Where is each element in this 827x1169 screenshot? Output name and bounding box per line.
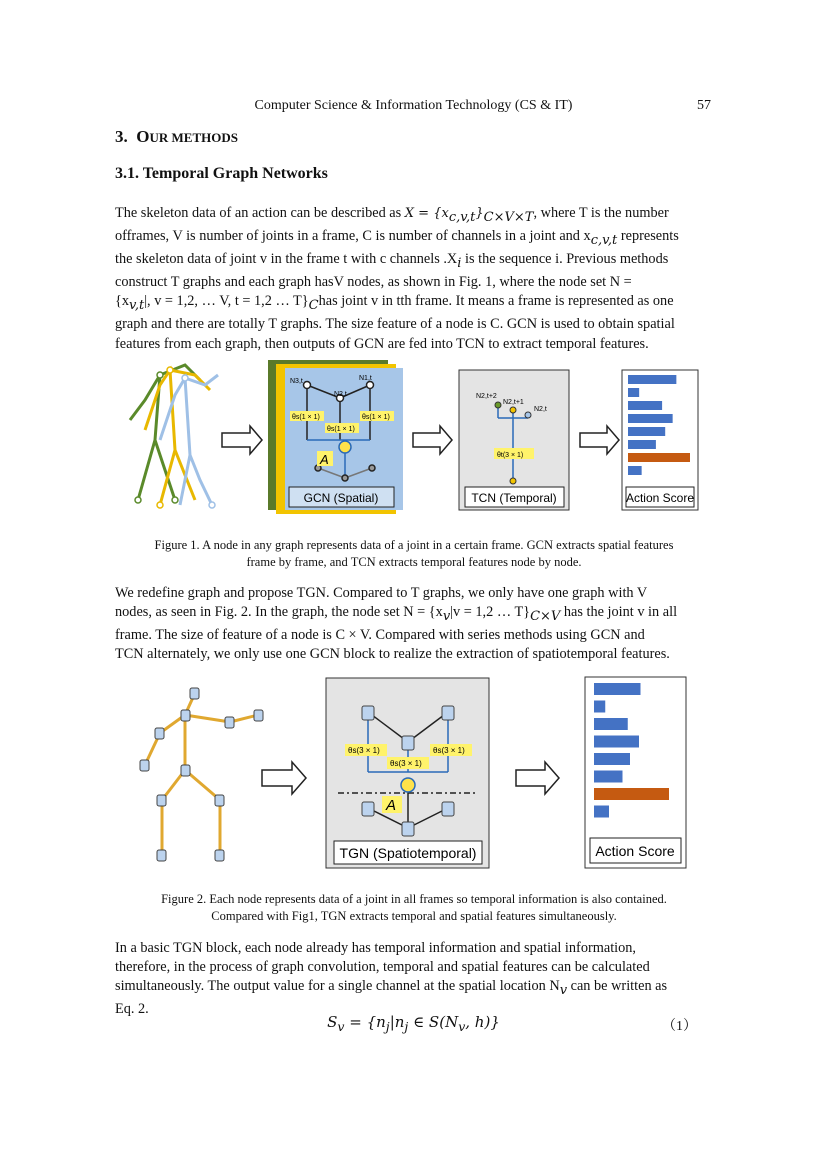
equation-number: （1）	[662, 1019, 697, 1034]
section-title-rest: UR METHODS	[149, 130, 238, 145]
score-bar	[628, 414, 673, 423]
caption-2-line-1: Figure 2. Each node represents data of a joint in all frames so temporal information is also contained.	[161, 892, 667, 906]
caption-1-line-2: frame by frame, and TCN extracts temporal features node by node.	[246, 555, 582, 569]
score-bar	[628, 388, 639, 397]
p1-line-3: the skeleton data of joint v in the frame t with c channels $.X_i$ is the sequence i. Previous methods	[115, 251, 669, 271]
score-bar	[594, 718, 628, 730]
equation-1: $S_v = \{n_j|n_j$ ∈ $S(N_v$, h)}	[327, 1013, 500, 1034]
adjacency-label: A	[320, 452, 329, 467]
tcn-node-label-n2t2: N2,t+2	[476, 393, 497, 400]
score-label-1: Action Score	[625, 491, 695, 505]
score-bar	[594, 806, 609, 818]
theta-label-a: θs(1 × 1)	[292, 414, 320, 421]
section-title-initial: O	[136, 127, 150, 146]
node-label-n1t: N1,t	[359, 375, 372, 382]
node-label-n2t: N2,t	[334, 391, 347, 398]
p1-line-7: features from each graph, then outputs of GCN are fed into TCN to extract temporal features.	[115, 335, 649, 352]
score-bar	[628, 453, 690, 462]
score-bar	[594, 736, 639, 748]
p2-line-3: frame. The size of feature of a node is C × V. Compared with series methods using GCN and	[115, 627, 645, 644]
paragraph-2	[115, 584, 713, 665]
tgn-label: TGN (Spatiotemporal)	[339, 845, 477, 861]
gcn-label: GCN (Spatial)	[303, 491, 379, 505]
tcn-node-label-n2t: N2,t	[534, 406, 547, 413]
tgn-theta-label-c: θs(3 × 1)	[433, 746, 465, 755]
p3-line-3: simultaneously. The output value for a single channel at the spatial location $N_v$ can be written as	[115, 978, 668, 999]
p1-line-1: The skeleton data of an action can be described as $X = \{x_{c,v,t}\}_{C\times V\times T}$, where T is the number	[115, 205, 669, 225]
tcn-node-label-n2t1: N2,t+1	[503, 399, 524, 406]
score-bar	[628, 375, 676, 384]
skeleton-sequence-icon	[130, 365, 218, 508]
page-number: 57	[697, 98, 711, 113]
tgn-theta-label-a: θs(3 × 1)	[348, 746, 380, 755]
score-bar	[594, 753, 630, 765]
node-label-n3t: N3,t	[290, 378, 303, 385]
p3-line-4: Eq. 2.	[115, 1001, 149, 1018]
caption-1-line-1: Figure 1. A node in any graph represents data of a joint in a certain frame. GCN extracts spatial features	[154, 538, 674, 552]
score-bar	[628, 466, 642, 475]
paragraph-3	[115, 939, 713, 1020]
score-bar	[628, 440, 656, 449]
running-title: Computer Science & Information Technology (CS & IT)	[254, 98, 573, 113]
p2-line-1: We redefine graph and propose TGN. Compared to T graphs, we only have one graph with V	[115, 585, 648, 601]
p1-line-5: {$x_{v,t}|$, v = 1,2, … V, t = 1,2 … $T\}_Chas$ joint v in tth frame. It means a frame is represented as one	[115, 293, 674, 314]
score-bar	[594, 683, 641, 695]
tgn-panel	[326, 678, 489, 868]
figure-1-caption	[115, 537, 713, 571]
tcn-theta-label: θt(3 × 1)	[497, 452, 524, 459]
score-bar	[628, 427, 665, 436]
caption-2-line-2: Compared with Fig1, TGN extracts temporal and spatial features simultaneously.	[211, 909, 617, 923]
theta-label-b: θs(1 × 1)	[327, 426, 355, 433]
score-bar	[594, 788, 669, 800]
p2-line-2: nodes, as seen in Fig. 2. In the graph, the node set $N = \{x_v|v = 1,2$ … $T\}_{C\times V}$ has the joint v in all	[115, 604, 678, 625]
section-number: 3.	[115, 127, 128, 146]
p1-line-2: offrames, V is number of joints in a frame, C is number of channels in a joint and $x_{c,v,t}$ represents	[115, 228, 679, 248]
skeleton-graph-icon	[145, 693, 258, 855]
theta-label-c: θs(1 × 1)	[362, 414, 390, 421]
p2-line-4: TCN alternately, we only use one GCN block to realize the extraction of spatiotemporal features.	[115, 646, 670, 663]
p3-line-1: In a basic TGN block, each node already has temporal information and spatial information,	[115, 940, 637, 956]
figure-2-caption	[115, 891, 713, 925]
skeleton-joints	[140, 688, 263, 861]
tcn-label: TCN (Temporal)	[471, 491, 557, 505]
subsection-heading: 3.1. Temporal Graph Networks	[115, 165, 328, 182]
score-bar	[594, 701, 605, 713]
score-label-2: Action Score	[595, 843, 675, 859]
tgn-theta-label-b: θs(3 × 1)	[390, 759, 422, 768]
p1-line-4: construct T graphs and each graph hasV nodes, as shown in Fig. 1, where the node set N =	[115, 274, 632, 291]
p1-line-6: graph and there are totally T graphs. The size feature of a node is C. GCN is used to obtain spatial	[115, 316, 675, 333]
score-bar	[628, 401, 662, 410]
tgn-adjacency-label: A	[386, 797, 397, 814]
score-bar	[594, 771, 623, 783]
p3-line-2: therefore, in the process of graph convolution, temporal and spatial features can be calculated	[115, 959, 650, 976]
